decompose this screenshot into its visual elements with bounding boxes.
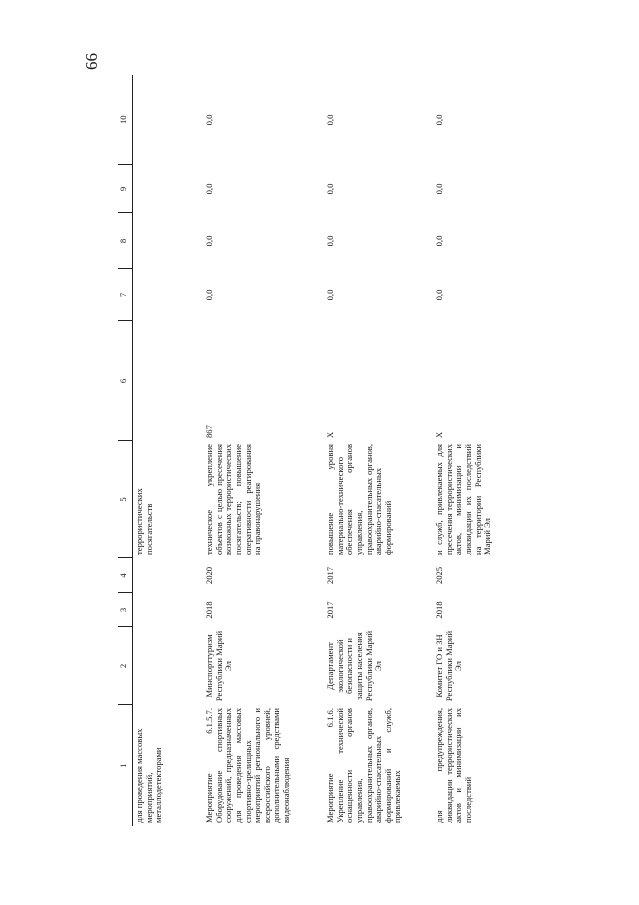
column-header: 4 — [118, 558, 133, 593]
indicator-cell — [133, 321, 204, 441]
indicator-cell: X — [434, 431, 444, 438]
value-cell: 0,0 — [325, 289, 335, 301]
end-year-cell: 2025 — [434, 566, 444, 585]
value-cell: 0,0 — [434, 114, 444, 126]
column-header: 8 — [118, 213, 133, 269]
value-cell — [133, 75, 204, 165]
value-cell: 0,0 — [325, 114, 335, 126]
value-cell: 0,0 — [434, 183, 444, 195]
value-cell: 0,0 — [204, 289, 214, 301]
value-cell: 0,0 — [204, 183, 214, 195]
result-cell: террористических посягательств — [134, 488, 154, 555]
activity-cell: Мероприятие 6.1.5.7. Оборудование спортивных сооружений, предназначенных для проведения массовых спортивно-зрелищных мероприятий регионального и всероссийского уровней, дополнительными средствами видеонаблюдения — [204, 708, 291, 823]
result-cell: техническое укрепление объектов с целью пресечения возможных террористических посягательств; повышение оперативности реагирования на правонарушения — [204, 444, 263, 555]
column-header: 5 — [118, 441, 133, 558]
column-header: 10 — [118, 75, 133, 165]
end-year-cell: 2017 — [325, 566, 335, 585]
table-header-row — [118, 75, 133, 826]
activity-cell: для предупреждения, ликвидации террористических актов и минимизации их последствий — [434, 708, 473, 823]
value-cell: 0,0 — [325, 235, 335, 247]
table-row — [133, 75, 204, 826]
indicator-cell: 867 — [204, 425, 214, 438]
column-header: 6 — [118, 321, 133, 441]
value-cell — [133, 213, 204, 269]
result-cell: повышение уровня материально-технического обеспечения органов управления, правоохранительных органов, аварийно-спасательных формирований — [325, 444, 393, 555]
page-number: 66 — [82, 53, 101, 70]
value-cell: 0,0 — [325, 183, 335, 195]
table-row — [324, 75, 433, 826]
value-cell — [133, 165, 204, 213]
column-header: 7 — [118, 269, 133, 321]
column-header: 2 — [118, 627, 133, 705]
start-year-cell: 2017 — [325, 601, 335, 619]
column-header: 1 — [118, 705, 133, 826]
start-year-cell: 2018 — [434, 601, 444, 619]
end-year-cell: 2020 — [204, 566, 214, 585]
program-activities-table — [118, 75, 547, 826]
value-cell — [133, 269, 204, 321]
start-year-cell: 2018 — [204, 601, 214, 619]
value-cell: 0,0 — [434, 289, 444, 301]
executor-cell — [133, 627, 204, 705]
value-cell: 0,0 — [204, 114, 214, 126]
end-year-cell — [133, 558, 204, 593]
activity-cell: для проведения массовых мероприятий, металлодетекторами — [134, 728, 164, 823]
value-cell: 0,0 — [204, 235, 214, 247]
column-header: 9 — [118, 165, 133, 213]
start-year-cell — [133, 593, 204, 627]
executor-cell: Комитет ГО и ЗН Республики Марий Эл — [434, 630, 464, 702]
executor-cell: Минспорттуризм Республики Марий Эл — [204, 630, 234, 702]
executor-cell: Департамент экологической безопасности и защиты населения Республики Марий Эл — [325, 630, 384, 702]
table-frame — [118, 75, 639, 823]
table-row — [203, 75, 324, 826]
value-cell: 0,0 — [434, 235, 444, 247]
column-header: 3 — [118, 593, 133, 627]
activity-cell: Мероприятие 6.1.6. Укрепление технической оснащенности органов управления, правоохранительных органов, аварийно-спасательных формирований и служб, привлекаемых — [325, 708, 403, 823]
result-cell: и служб, привлекаемых для пресечения террористических актов, минимизации и ликвидации их последствий на территории Республики Марий Эл — [434, 444, 493, 555]
table-row — [433, 75, 547, 826]
indicator-cell: X — [325, 431, 335, 438]
